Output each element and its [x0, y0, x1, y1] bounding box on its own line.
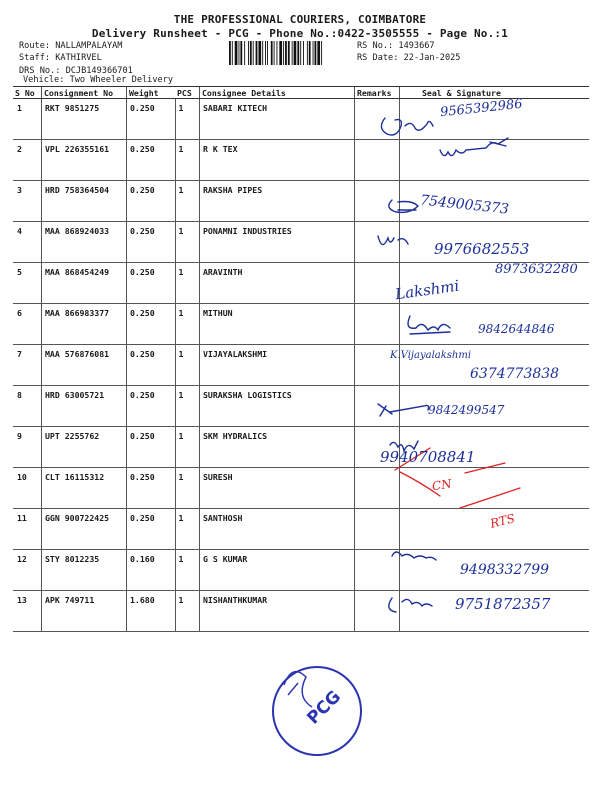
row-weight: 0.250	[127, 345, 176, 386]
row-pcs: 1	[175, 304, 200, 345]
row-consignment-no: UPT 2255762	[42, 427, 127, 468]
rs-date: RS Date: 22-Jan-2025	[357, 53, 461, 63]
handwritten-name-row7: K.Vijayalakshmi	[390, 350, 472, 361]
row-sno: 9	[13, 427, 42, 468]
row-weight: 0.250	[127, 468, 176, 509]
handwritten-phone-row9: 9940708841	[380, 448, 476, 466]
row-consignment-no: RKT 9851275	[42, 99, 127, 140]
route-label: Route: NALLAMPALAYAM	[19, 41, 123, 51]
row-weight: 0.250	[127, 181, 176, 222]
row-weight: 0.250	[127, 304, 176, 345]
row-consignee: SURAKSHA LOGISTICS	[200, 386, 355, 427]
row-weight: 0.250	[127, 140, 176, 181]
row-remarks	[355, 304, 400, 345]
row-sno: 13	[13, 591, 42, 632]
row-pcs: 1	[175, 509, 200, 550]
row-sno: 11	[13, 509, 42, 550]
row-consignment-no: HRD 63005721	[42, 386, 127, 427]
row-consignee: NISHANTHKUMAR	[200, 591, 355, 632]
row-remarks	[355, 386, 400, 427]
row-pcs: 1	[175, 345, 200, 386]
row-remarks	[355, 99, 400, 140]
row-consignment-no: VPL 226355161	[42, 140, 127, 181]
row-signature	[400, 468, 590, 509]
col-consignee: Consignee Details	[200, 87, 355, 99]
row-signature	[400, 140, 590, 181]
handwritten-phone-row13: 9751872357	[455, 595, 551, 613]
handwritten-phone-row8: 9842499547	[428, 403, 505, 417]
handwritten-phone-row3: 7549005373	[419, 192, 510, 218]
row-pcs: 1	[175, 181, 200, 222]
row-consignee: SANTHOSH	[200, 509, 355, 550]
row-sno: 8	[13, 386, 42, 427]
row-remarks	[355, 591, 400, 632]
row-pcs: 1	[175, 427, 200, 468]
handwritten-name-row5: Lakshmi	[394, 276, 461, 304]
barcode-icon	[229, 41, 349, 65]
row-consignee: ARAVINTH	[200, 263, 355, 304]
handwritten-mark-row10: CN	[431, 476, 453, 494]
col-signature: Seal & Signature	[400, 87, 590, 99]
row-sno: 5	[13, 263, 42, 304]
row-consignment-no: HRD 758364504	[42, 181, 127, 222]
table-header-row	[13, 87, 589, 99]
row-remarks	[355, 263, 400, 304]
table-row	[13, 427, 589, 468]
row-weight: 0.160	[127, 550, 176, 591]
row-remarks	[355, 509, 400, 550]
row-consignee: MITHUN	[200, 304, 355, 345]
row-consignee: SKM HYDRALICS	[200, 427, 355, 468]
row-sno: 4	[13, 222, 42, 263]
staff-label: Staff: KATHIRVEL	[19, 53, 102, 63]
row-consignment-no: MAA 868454249	[42, 263, 127, 304]
handwritten-phone-row7: 6374773838	[470, 366, 560, 382]
row-consignee: VIJAYALAKSHMI	[200, 345, 355, 386]
col-weight: Weight	[127, 87, 176, 99]
drs-number: DRS No.: DCJB149366701	[19, 66, 133, 76]
row-weight: 0.250	[127, 263, 176, 304]
row-remarks	[355, 468, 400, 509]
row-consignment-no: MAA 866983377	[42, 304, 127, 345]
row-consignee: G S KUMAR	[200, 550, 355, 591]
rs-number: RS No.: 1493667	[357, 41, 435, 51]
row-sno: 6	[13, 304, 42, 345]
row-weight: 0.250	[127, 99, 176, 140]
row-pcs: 1	[175, 468, 200, 509]
row-sno: 3	[13, 181, 42, 222]
row-consignment-no: CLT 16115312	[42, 468, 127, 509]
row-weight: 0.250	[127, 222, 176, 263]
handwritten-phone-row1: 9565392986	[439, 96, 524, 121]
row-consignee: RAKSHA PIPES	[200, 181, 355, 222]
row-weight: 0.250	[127, 509, 176, 550]
row-pcs: 1	[175, 591, 200, 632]
row-weight: 1.680	[127, 591, 176, 632]
row-consignment-no: GGN 900722425	[42, 509, 127, 550]
row-pcs: 1	[175, 222, 200, 263]
row-weight: 0.250	[127, 427, 176, 468]
col-consignment: Consignment No	[42, 87, 127, 99]
runsheet-title: Delivery Runsheet - PCG - Phone No.:0422-3505555 - Page No.:1	[91, 27, 509, 40]
table-row	[13, 468, 589, 509]
row-consignment-no: MAA 868924033	[42, 222, 127, 263]
col-pcs: PCS	[175, 87, 200, 99]
row-consignment-no: APK 749711	[42, 591, 127, 632]
handwritten-phone-row4: 9976682553	[434, 240, 530, 258]
row-pcs: 1	[175, 140, 200, 181]
handwritten-phone-row12: 9498332799	[460, 562, 550, 578]
row-sno: 2	[13, 140, 42, 181]
table-row	[13, 140, 589, 181]
stamp-text: PCG	[303, 686, 346, 729]
row-remarks	[355, 222, 400, 263]
row-remarks	[355, 550, 400, 591]
row-consignee: SABARI KITECH	[200, 99, 355, 140]
row-consignee: PONAMNI INDUSTRIES	[200, 222, 355, 263]
col-sno: S No	[13, 87, 42, 99]
company-title: THE PROFESSIONAL COURIERS, COIMBATORE	[173, 13, 427, 26]
row-pcs: 1	[175, 550, 200, 591]
handwritten-phone-row6: 9842644846	[478, 322, 555, 336]
row-sno: 1	[13, 99, 42, 140]
row-sno: 10	[13, 468, 42, 509]
handwritten-phone-row5: 8973632280	[495, 262, 578, 277]
col-remarks: Remarks	[355, 87, 400, 99]
row-consignment-no: MAA 576876081	[42, 345, 127, 386]
row-consignee: R K TEX	[200, 140, 355, 181]
row-remarks	[355, 140, 400, 181]
row-pcs: 1	[175, 99, 200, 140]
row-sno: 12	[13, 550, 42, 591]
row-weight: 0.250	[127, 386, 176, 427]
handwritten-mark-row11: RTS	[488, 511, 517, 531]
row-sno: 7	[13, 345, 42, 386]
runsheet-table	[13, 86, 589, 632]
vehicle-label: Vehicle: Two Wheeler Delivery	[23, 75, 174, 85]
row-consignment-no: STY 8012235	[42, 550, 127, 591]
pcg-stamp	[262, 655, 372, 765]
row-remarks	[355, 181, 400, 222]
row-pcs: 1	[175, 263, 200, 304]
row-consignee: SURESH	[200, 468, 355, 509]
row-pcs: 1	[175, 386, 200, 427]
